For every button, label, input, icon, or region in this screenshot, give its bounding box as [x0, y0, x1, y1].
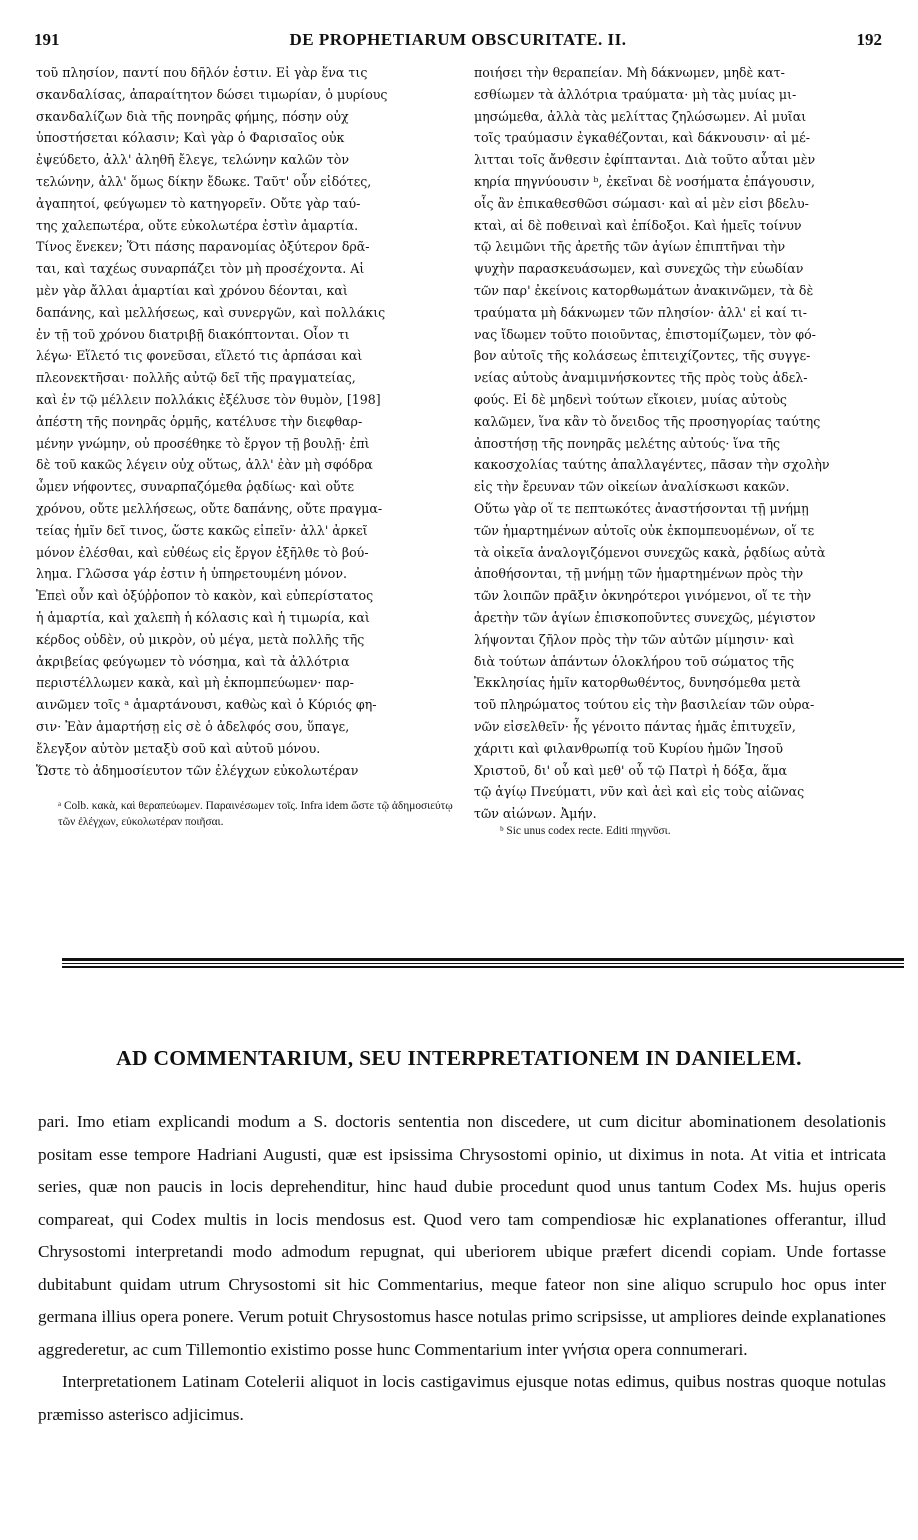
- text-line: ποιήσει τὴν θεραπείαν. Μὴ δάκνωμεν, μηδὲ κατ-: [474, 65, 785, 80]
- text-line: τῶν παρ' ἐκείνοις κατορθωμάτων ἀνακινῶμεν, τὰ δὲ: [474, 282, 814, 298]
- running-title: DE PROPHETIARUM OBSCURITATE. II.: [289, 30, 627, 49]
- running-head: [34, 30, 882, 60]
- text-line: τῶν αἰώνων. Ἀμήν.: [474, 806, 597, 822]
- text-line: οἷς ἂν ἐπικαθεσθῶσι σώμασι· καὶ αἱ μὲν εἰσι βδελυ-: [474, 195, 809, 211]
- text-line: περιστέλλωμεν κακὰ, καὶ μὴ ἐκπομπεύωμεν· παρ-: [36, 675, 354, 691]
- text-line: Οὕτω γὰρ οἵ τε πεπτωκότες ἀναστήσονται τῇ μνήμῃ: [474, 500, 809, 516]
- text-line: διὰ τούτων ἁπάντων ὁλοκλήρου τοῦ σώματος τῆς: [474, 653, 795, 669]
- text-line: Ὥστε τὸ ἀδημοσίευτον τῶν ἐλέγχων εὐκολωτέραν: [36, 762, 359, 778]
- text-line: ὦμεν νήφοντες, συναρπαζόμεθα ῥᾳδίως· καὶ οὔτε: [36, 479, 355, 495]
- text-line: τῶν ἡμαρτημένων αὐτοῖς οὐκ ἐκπομπευομένων, οἵ τε: [474, 522, 815, 538]
- left-column-text: [36, 62, 448, 781]
- text-line: κέρδος οὐδὲν, οὐ μικρὸν, οὐ μέγα, μετὰ πολλῆς τῆς: [36, 631, 365, 647]
- text-line: λιτται τοῖς ἄνθεσιν ἐφίπτανται. Διὰ τοῦτο αὗται μὲν: [474, 152, 816, 168]
- divider-rule-thick: [62, 958, 904, 961]
- text-line: ἔλεγξον αὐτὸν μεταξὺ σοῦ καὶ αὐτοῦ μόνου.: [36, 740, 321, 756]
- text-line: δαπάνης, καὶ μελλήσεως, καὶ συνεργῶν, καὶ πολλάκις: [36, 304, 386, 320]
- text-line: τραύματα μὴ δάκνωμεν τῶν πλησίον· ἀλλ' εἰ καί τι-: [474, 304, 808, 320]
- divider-rule-thin: [62, 963, 904, 964]
- text-line: σιν· Ἐὰν ἁμαρτήσῃ εἰς σὲ ὁ ἀδελφός σου, ὕπαγε,: [36, 718, 350, 734]
- latin-paragraph: Interpretationem Latinam Cotelerii aliquot in locis castigavimus ejusque notas edimus, quibus nostras quoque notulas præmisso asterisco adjicimus.: [38, 1372, 886, 1424]
- text-line: εσθίωμεν τὰ ἀλλότρια τραύματα· μὴ τὰς μυίας μι-: [474, 86, 797, 102]
- text-line: σκανδαλίζων διὰ τῆς πονηρᾶς φήμης, πόσην οὐχ: [36, 108, 349, 124]
- text-line: τελώνην, ἀλλ' ὅμως δίκην ἔδωκε. Ταῦτ' οὖν εἰδότες,: [36, 173, 372, 189]
- text-line: βον αὐτοῖς τῆς κολάσεως ἐπιτειχίζοντες, τῆς συγγε-: [474, 348, 811, 364]
- divider-rule-medium: [62, 966, 904, 968]
- text-line: Τίνος ἕνεκεν; Ὅτι πάσης παρανομίας ὀξύτερον δρᾶ-: [36, 239, 370, 255]
- text-line: λήψονται ζῆλον πρὸς τὴν τῶν αὐτῶν μίμησιν· καὶ: [474, 631, 795, 647]
- text-line: τοῖς τραύμασιν ἐγκαθέζονται, καὶ δάκνουσιν· αἱ μέ-: [474, 130, 810, 146]
- text-line: φούς. Εἰ δὲ μηδενὶ τούτων εἴκοιεν, μυίας αὐτοὺς: [474, 391, 787, 407]
- text-line: ἐψεύδετο, ἀλλ' ἀληθῆ ἔλεγε, τελώνην καλῶν τὸν: [36, 152, 349, 168]
- latin-paragraph: pari. Imo etiam explicandi modum a S. doctoris sententia non discedere, ut cum dicitur abominationem desolationis positam esse tempore Hadriani Augusti, quæ est ipsissima Chrysostomi opinio, ut diximus in nota. At vitia et intricata series, quæ non paucis in locis deprehenditur, hinc haud dubie procedunt quod unus tantum Codex Ms. hujus operis compareat, qui Codex multis in locis mendosus est. Quod vero tam compendiosæ hic explanationes offerantur, illud Chrysostomi interpretandi modo admodum repugnat, qui uberiorem ubique præfert dicendi copiam. Unde fortasse dubitabunt quidam utrum Chrysostomi sit hic Commentarius, meque fateor non sine aliquo scrupulo hoc opus inter germana illius opera ponere. Verum potuit Chrysostomus hasce notulas primo scripsisse, ut ampliores deinde explanationes aggrederetur, ac cum Tillemontio existimo posse hunc Commentarium inter γνήσια opera connumerari.: [38, 1112, 886, 1359]
- text-line: αινῶμεν τοῖς ᵃ ἁμαρτάνουσι, καθὼς καὶ ὁ Κύριός φη-: [36, 697, 377, 713]
- text-line: μόνον ἐλέσθαι, καὶ εὐθέως εἰς ἔργον ἐξῆλθε τὸ βού-: [36, 544, 369, 560]
- text-line: καὶ ἐν τῷ μέλλειν πολλάκις ἐξέλυσε τὸν θυμὸν, [198]: [36, 391, 381, 407]
- text-line: χρόνου, οὔτε μελλήσεως, οὔτε δαπάνης, οὔτε πραγμα-: [36, 500, 383, 516]
- text-line: ψυχὴν παρασκευάσωμεν, καὶ συνεχῶς τὴν εὐωδίαν: [474, 261, 804, 277]
- latin-text: [38, 1106, 886, 1431]
- text-line: κταὶ, αἱ δὲ ποθειναὶ καὶ ἐπίδοξοι. Καὶ ἡμεῖς τοίνυν: [474, 217, 802, 233]
- left-footnote: ᵃ Colb. κακὰ, καὶ θεραπεύωμεν. Παραινέσωμεν τοῖς. Infra idem ὥστε τῷ ἀδημοσιεύτῳ τῶν ἐλέγχων, εὐκολωτέραν ποιῆσαι.: [58, 800, 453, 828]
- text-line: καλῶμεν, ἵνα κἂν τὸ ὄνειδος τῆς προσηγορίας ταύτης: [474, 413, 821, 429]
- text-line: σκανδαλίσας, ἀπαραίτητον δώσει τιμωρίαν, ὁ μυρίους: [36, 86, 388, 102]
- text-line: τῷ λειμῶνι τῆς ἀρετῆς τῶν ἁγίων ἐπιπτῆναι τὴν: [474, 239, 786, 255]
- text-line: λέγω· Εἵλετό τις φονεῦσαι, εἵλετό τις ἁρπάσαι καὶ: [36, 348, 363, 364]
- text-line: λημα. Γλῶσσα γάρ ἐστιν ἡ ὑπηρετουμένη μόνον.: [36, 566, 348, 582]
- text-line: κακοσχολίας ταύτης ἀπαλλαγέντες, πᾶσαν τὴν σχολὴν: [474, 457, 830, 473]
- text-line: ται, καὶ ταχέως συναρπάζει τὸν μὴ προσέχοντα. Αἱ: [36, 261, 365, 277]
- text-line: μένην γνώμην, οὐ προσέθηκε τὸ ἔργον τῇ βουλῇ· ἐπὶ: [36, 435, 370, 451]
- text-line: τὰ οἰκεῖα ἀναλογιζόμενοι συνεχῶς κακὰ, ῥᾳδίως αὐτὰ: [474, 544, 826, 560]
- text-line: της χαλεπωτέρα, οὔτε εὐκολωτέρα ἐστὶν ἁμαρτία.: [36, 217, 359, 233]
- text-line: νείας αὐτοὺς ἀναμιμνήσκοντες τῆς πρὸς τοὺς ἀδελ-: [474, 370, 808, 386]
- text-line: ἀγαπητοί, φεύγωμεν τὸ κατηγορεῖν. Οὔτε γὰρ ταύ-: [36, 195, 361, 211]
- text-line: εἰς τὴν ἔρευναν τῶν οἰκείων ἀναλίσκωσι κακῶν.: [474, 479, 790, 495]
- text-line: τείας ἡμῖν δεῖ τινος, ὥστε κακῶς εἰπεῖν· ἀλλ' ἀρκεῖ: [36, 522, 368, 538]
- text-line: Ἐπεὶ οὖν καὶ ὀξύῤῥοπον τὸ κακὸν, καὶ εὐπερίστατος: [36, 588, 374, 604]
- text-line: ἀποστήσῃ τῆς πονηρᾶς μελέτης αὐτούς· ἵνα τῆς: [474, 435, 781, 451]
- text-line: ὑποστήσεται κόλασιν; Καὶ γὰρ ὁ Φαρισαῖος οὐκ: [36, 130, 345, 146]
- text-line: ἡ ἁμαρτία, καὶ χαλεπὴ ἡ κόλασις καὶ ἡ τιμωρία, καὶ: [36, 609, 370, 625]
- text-line: ἐν τῇ τοῦ χρόνου διατριβῇ διακόπτονται. Οἷον τι: [36, 326, 350, 342]
- right-column-text: [474, 62, 886, 825]
- text-line: ἀκριβείας φεύγωμεν τὸ νόσημα, καὶ τὰ ἀλλότρια: [36, 653, 350, 669]
- text-line: πλεονεκτῆσαι· πολλῆς αὐτῷ δεῖ τῆς πραγματείας,: [36, 370, 356, 386]
- text-line: τῷ ἁγίῳ Πνεύματι, νῦν καὶ ἀεὶ καὶ εἰς τοὺς αἰῶνας: [474, 784, 805, 800]
- text-line: νας ἴδωμεν τοῦτο ποιοῦντας, ἐπιστομίζωμεν, τὸν φό-: [474, 326, 816, 342]
- text-line: μὲν γὰρ ἄλλαι ἁμαρτίαι καὶ χρόνου δέονται, καὶ: [36, 282, 348, 298]
- text-line: ἀποθήσονται, τῇ μνήμῃ τῶν ἡμαρτημένων πρὸς τὴν: [474, 566, 804, 582]
- text-line: κηρία πηγνύουσιν ᵇ, ἐκεῖναι δὲ νοσήματα ἐπάγουσιν,: [474, 173, 815, 189]
- text-line: μησώμεθα, ἀλλὰ τὰς μελίττας ζηλώσωμεν. Αἱ μυῖαι: [474, 108, 807, 124]
- page-number-left: 191: [34, 30, 60, 49]
- page-number-right: 192: [856, 30, 882, 49]
- text-line: νῶν εἰσελθεῖν· ἧς γένοιτο πάντας ἡμᾶς ἐπιτυχεῖν,: [474, 718, 796, 734]
- section-title: AD COMMENTARIUM, SEU INTERPRETATIONEM IN DANIELEM.: [116, 1046, 802, 1070]
- text-line: ἀπέστη τῆς πονηρᾶς ὁρμῆς, κατέλυσε τὴν διεφθαρ-: [36, 413, 363, 429]
- text-line: δὲ τοῦ κακῶς λέγειν οὐχ οὕτως, ἀλλ' ἐὰν μὴ σφόδρα: [36, 457, 373, 473]
- text-line: Χριστοῦ, δι' οὗ καὶ μεθ' οὗ τῷ Πατρὶ ἡ δόξα, ἅμα: [474, 762, 788, 778]
- text-line: τοῦ πλησίον, παντί που δῆλόν ἐστιν. Εἰ γὰρ ἕνα τις: [36, 65, 368, 80]
- text-line: ἀρετὴν τῶν ἁγίων ἐπισκοποῦντες συνεχῶς, μέγιστον: [474, 609, 816, 625]
- text-line: χάριτι καὶ φιλανθρωπίᾳ τοῦ Κυρίου ἡμῶν Ἰησοῦ: [474, 740, 784, 756]
- text-line: Ἐκκλησίας ἡμῖν κατορθωθέντος, δυνησόμεθα μετὰ: [474, 675, 801, 691]
- section-divider: [62, 958, 904, 968]
- right-footnote: ᵇ Sic unus codex recte. Editi πηγνῦσι.: [500, 825, 671, 837]
- text-line: τοῦ πληρώματος τούτου εἰς τὴν βασιλείαν τῶν οὐρα-: [474, 697, 815, 713]
- text-line: τῶν λοιπῶν πρᾶξιν ὀκνηρότεροι γινόμενοι, οἵ τε τὴν: [474, 588, 812, 604]
